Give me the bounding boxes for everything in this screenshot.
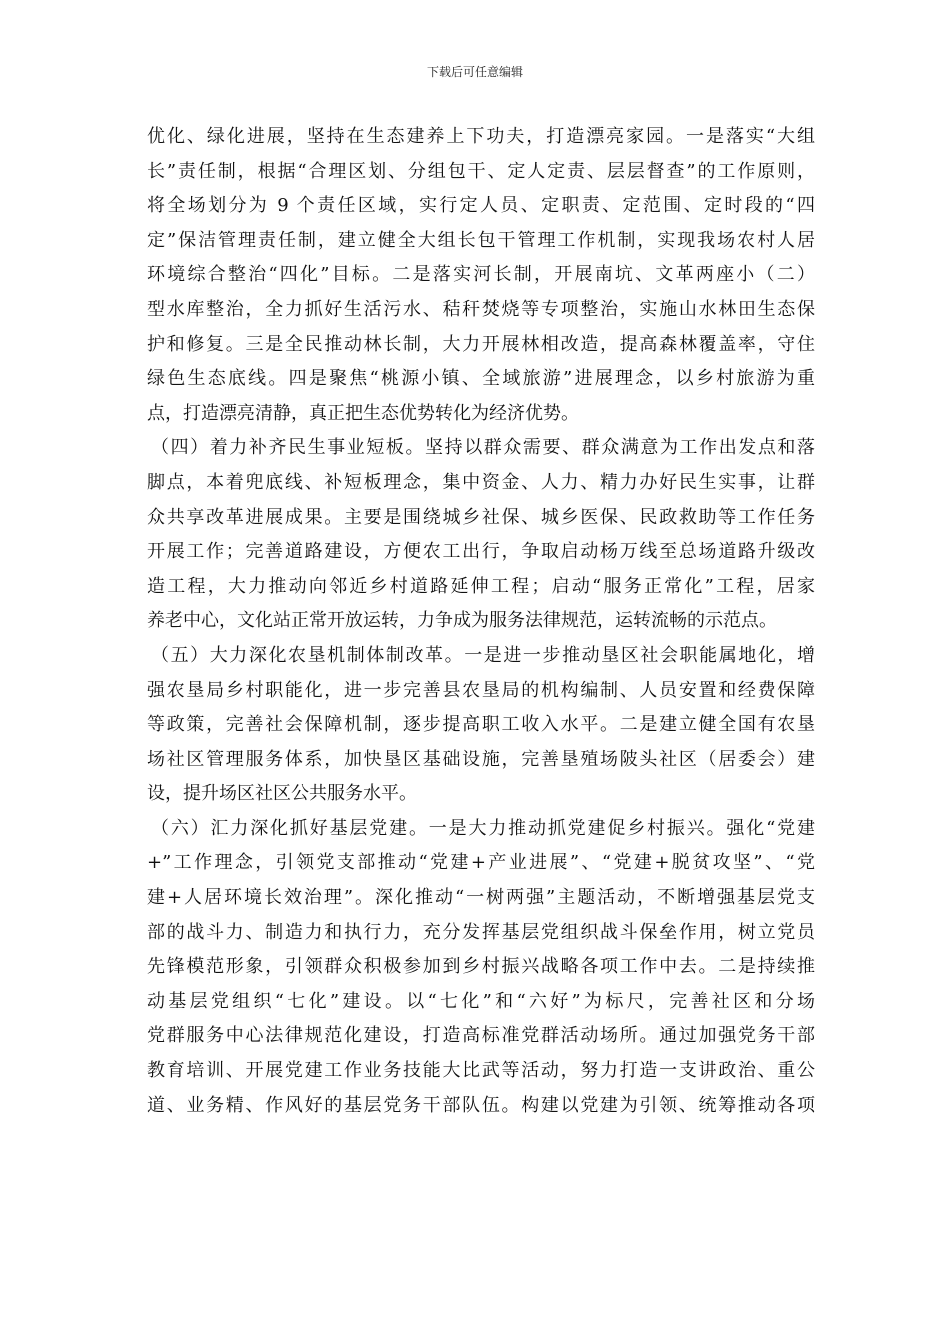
text-line: 等政策，完善社会保障机制，逐步提高职工收入水平。二是建立健全国有农垦 [147, 714, 815, 736]
text-line: 绿色生态底线。四是聚焦“桃源小镇、全域旅游”进展理念，以乡村旅游为重 [147, 368, 815, 390]
text-line: 养老中心，文化站正常开放运转，力争成为服务法律规范，运转流畅的示范点。 [147, 610, 777, 632]
section-heading-line: （六）汇力深化抓好基层党建。一是大力推动抓党建促乡村振兴。强化“党建 [151, 817, 815, 839]
text-line: +”工作理念，引领党支部推动“党建+产业进展”、“党建+脱贫攻坚”、“党 [147, 852, 815, 874]
text-line: 设，提升场区社区公共服务水平。 [147, 783, 417, 805]
text-line: 教育培训、开展党建工作业务技能大比武等活动，努力打造一支讲政治、重公 [147, 1060, 815, 1082]
text-line: 先锋模范形象，引领群众积极参加到乡村振兴战略各项工作中去。二是持续推 [147, 956, 815, 978]
text-line: 开展工作；完善道路建设，方便农工出行，争取启动杨万线至总场道路升级改 [147, 541, 815, 563]
text-line: 强农垦局乡村职能化，进一步完善县农垦局的机构编制、人员安置和经费保障 [147, 679, 815, 701]
text-line: 脚点，本着兜底线、补短板理念，集中资金、人力、精力办好民生实事，让群 [147, 471, 815, 493]
text-line: 型水库整治，全力抓好生活污水、秸秆焚烧等专项整治，实施山水林田生态保 [147, 298, 815, 320]
document-body [147, 120, 815, 1123]
text-line: 部的战斗力、制造力和执行力，充分发挥基层党组织战斗保垒作用，树立党员 [147, 921, 815, 943]
section-heading-line: （四）着力补齐民生事业短板。坚持以群众需要、群众满意为工作出发点和落 [151, 437, 815, 459]
text-line: 造工程，大力推动向邻近乡村道路延伸工程；启动“服务正常化”工程，居家 [147, 575, 815, 597]
section-heading-line: （五）大力深化农垦机制体制改革。一是进一步推动垦区社会职能属地化，增 [151, 644, 815, 666]
text-line: 环境综合整治“四化”目标。二是落实河长制，开展南坑、文革两座小（二） [147, 264, 815, 286]
text-line: 道、业务精、作风好的基层党务干部队伍。构建以党建为引领、统筹推动各项 [147, 1094, 815, 1116]
text-line: 长”责任制，根据“合理区划、分组包干、定人定责、层层督查”的工作原则， [147, 160, 815, 182]
text-line: 场社区管理服务体系，加快垦区基础设施，完善垦殖场陂头社区（居委会）建 [147, 748, 815, 770]
text-line: 将全场划分为 9 个责任区域，实行定人员、定职责、定范围、定时段的“四 [147, 195, 815, 217]
text-line: 党群服务中心法律规范化建设，打造高标准党群活动场所。通过加强党务干部 [147, 1025, 815, 1047]
text-line: 众共享改革进展成果。主要是围绕城乡社保、城乡医保、民政救助等工作任务 [147, 506, 815, 528]
text-line: 建+人居环境长效治理”。深化推动“一树两强”主题活动，不断增强基层党支 [147, 887, 815, 909]
page-header-note: 下载后可任意编辑 [426, 65, 523, 79]
text-line: 定”保洁管理责任制，建立健全大组长包干管理工作机制，实现我场农村人居 [147, 229, 815, 251]
text-line: 优化、绿化进展，坚持在生态建养上下功夫，打造漂亮家园。一是落实“大组 [147, 126, 815, 147]
text-line: 护和修复。三是全民推动林长制，大力开展林相改造，提高森林覆盖率，守住 [147, 333, 815, 355]
text-line: 动基层党组织“七化”建设。以“七化”和“六好”为标尺，完善社区和分场 [147, 990, 815, 1012]
text-line: 点，打造漂亮清静，真正把生态优势转化为经济优势。 [147, 402, 579, 424]
